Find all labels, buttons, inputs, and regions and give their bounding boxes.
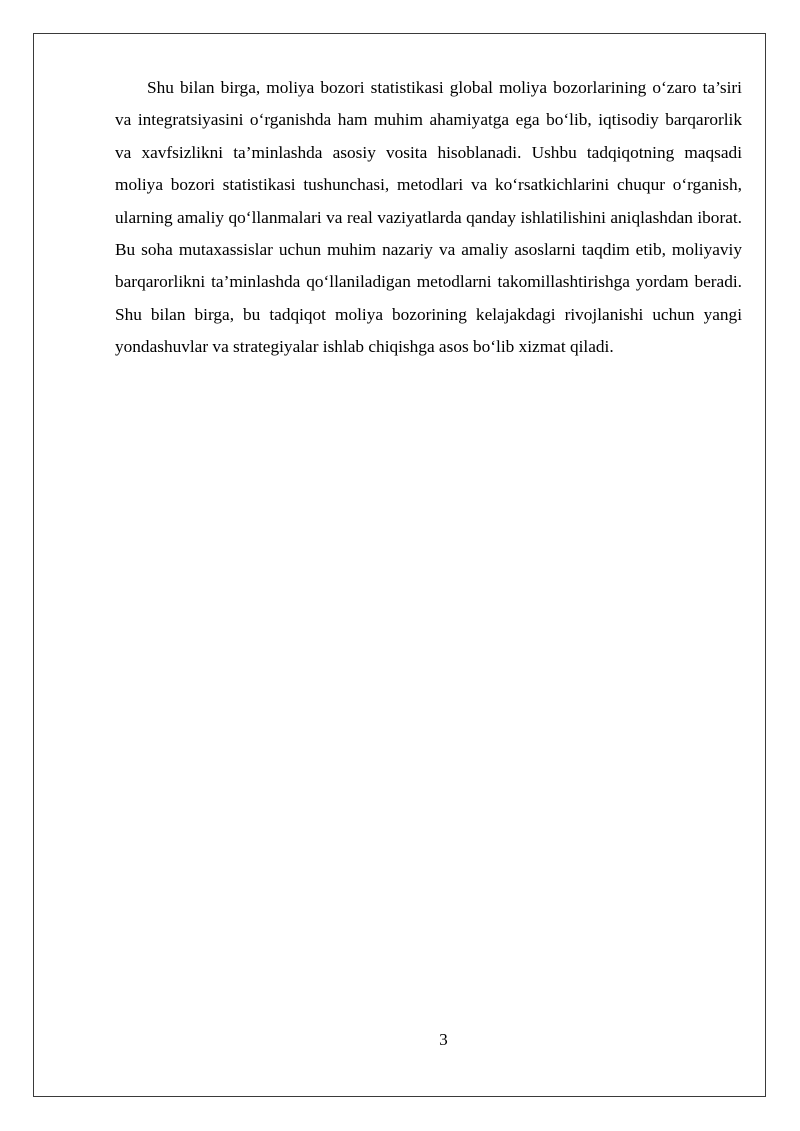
page-number: 3 xyxy=(439,1030,448,1049)
body-paragraph: Shu bilan birga, moliya bozori statistikasi global moliya bozorlarining o‘zaro ta’siri va integratsiyasini o‘rganishda ham muhim ahamiyatga ega bo‘lib, iqtisodiy barqarorlik va xavfsizlikni ta’minlashda asosiy vosita hisoblanadi. Ushbu tadqiqotning maqsadi moliya bozori statistikasi tushunchasi, metodlari va ko‘rsatkichlarini chuqur o‘rganish, ularning amaliy qo‘llanmalari va real vaziyatlarda qanday ishlatilishini aniqlashdan iborat. Bu soha mutaxassislar uchun muhim nazariy va amaliy asoslarni taqdim etib, moliyaviy barqarorlikni ta’minlashda qo‘llaniladigan metodlarni takomillashtirishga yordam beradi. Shu bilan birga, bu tadqiqot moliya bozorining kelajakdagi rivojlanishi uchun yangi yondashuvlar va strategiyalar ishlab chiqishga asos bo‘lib xizmat qiladi. xyxy=(115,78,742,357)
